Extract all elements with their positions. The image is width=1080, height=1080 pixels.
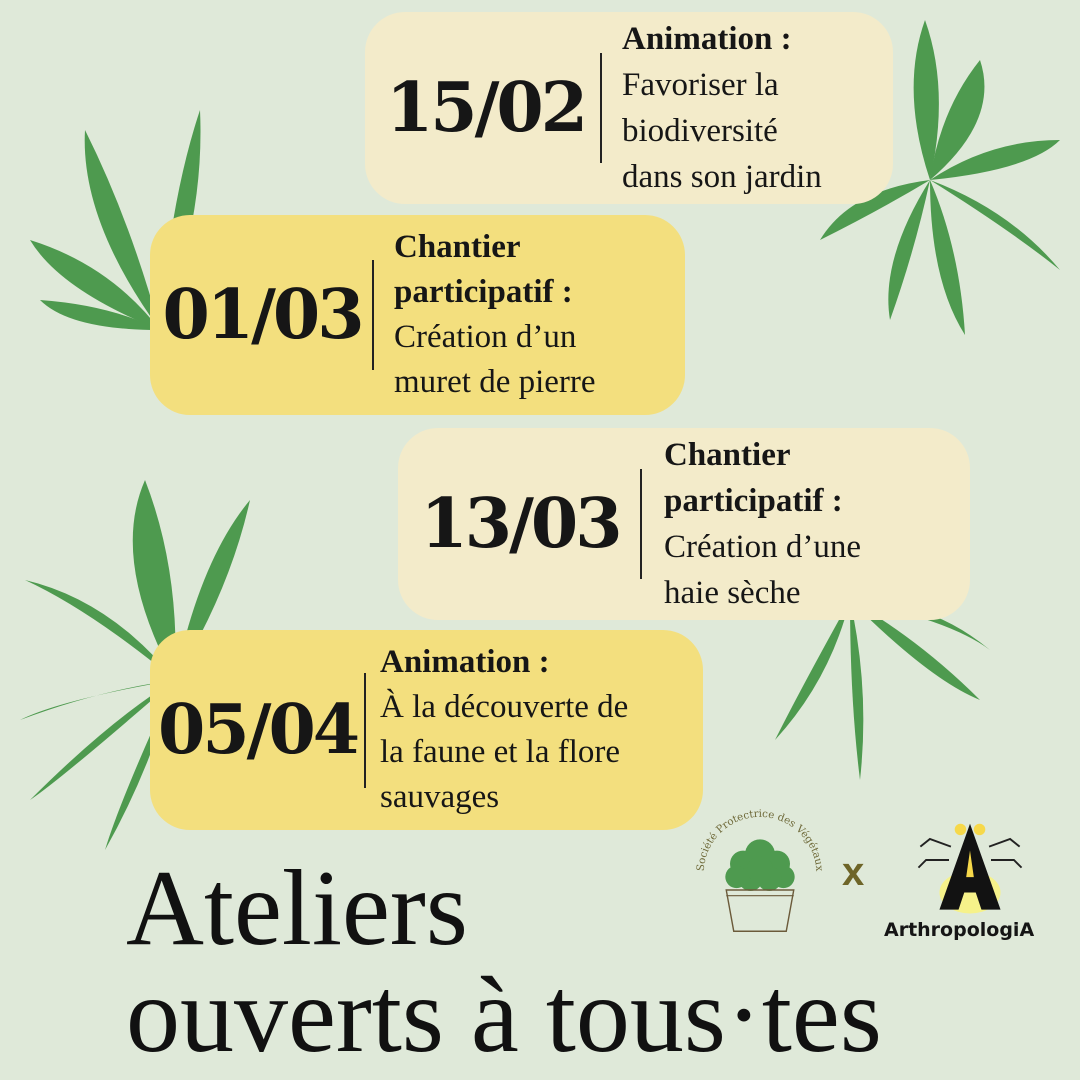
event-line: dans son jardin bbox=[622, 159, 822, 195]
event-card-3 bbox=[398, 428, 970, 620]
event-kind: participatif : bbox=[664, 483, 843, 519]
event-line: sauvages bbox=[380, 779, 500, 815]
arthropologia-logo bbox=[910, 818, 1030, 923]
event-kind: Animation : bbox=[380, 644, 550, 680]
title-line-1: Ateliers bbox=[126, 849, 468, 968]
event-date: 13/03 bbox=[420, 484, 620, 564]
event-date: 05/04 bbox=[158, 690, 358, 770]
event-kind: Animation : bbox=[622, 21, 792, 57]
divider bbox=[640, 469, 642, 579]
event-date: 01/03 bbox=[162, 275, 362, 355]
divider bbox=[600, 53, 602, 163]
divider bbox=[364, 673, 366, 788]
event-card-2 bbox=[150, 215, 685, 415]
event-line: Création d’un bbox=[394, 319, 577, 355]
event-line: À la découverte de bbox=[380, 689, 629, 725]
event-description bbox=[380, 640, 703, 820]
event-line: muret de pierre bbox=[394, 364, 596, 400]
event-line: Création d’une bbox=[664, 529, 862, 565]
event-line: Favoriser la bbox=[622, 67, 779, 103]
divider bbox=[372, 260, 374, 370]
partner-separator: x bbox=[842, 850, 865, 894]
spv-name: Société Protectrice des Végétaux bbox=[694, 807, 826, 872]
event-line: la faune et la flore bbox=[380, 734, 621, 770]
title-line-2: ouverts à tous·tes bbox=[126, 956, 882, 1075]
event-description bbox=[664, 432, 970, 616]
event-kind: Chantier bbox=[394, 229, 521, 265]
event-card-1 bbox=[365, 12, 893, 204]
event-kind: Chantier bbox=[664, 437, 791, 473]
arthropologia-name: ArthropologiA bbox=[884, 919, 1035, 941]
event-kind: participatif : bbox=[394, 274, 573, 310]
event-card-4 bbox=[150, 630, 703, 830]
event-description bbox=[394, 225, 685, 405]
event-line: biodiversité bbox=[622, 113, 778, 149]
event-line: haie sèche bbox=[664, 575, 801, 611]
event-date: 15/02 bbox=[385, 68, 586, 148]
event-description bbox=[622, 16, 893, 200]
spv-logo bbox=[680, 800, 840, 950]
